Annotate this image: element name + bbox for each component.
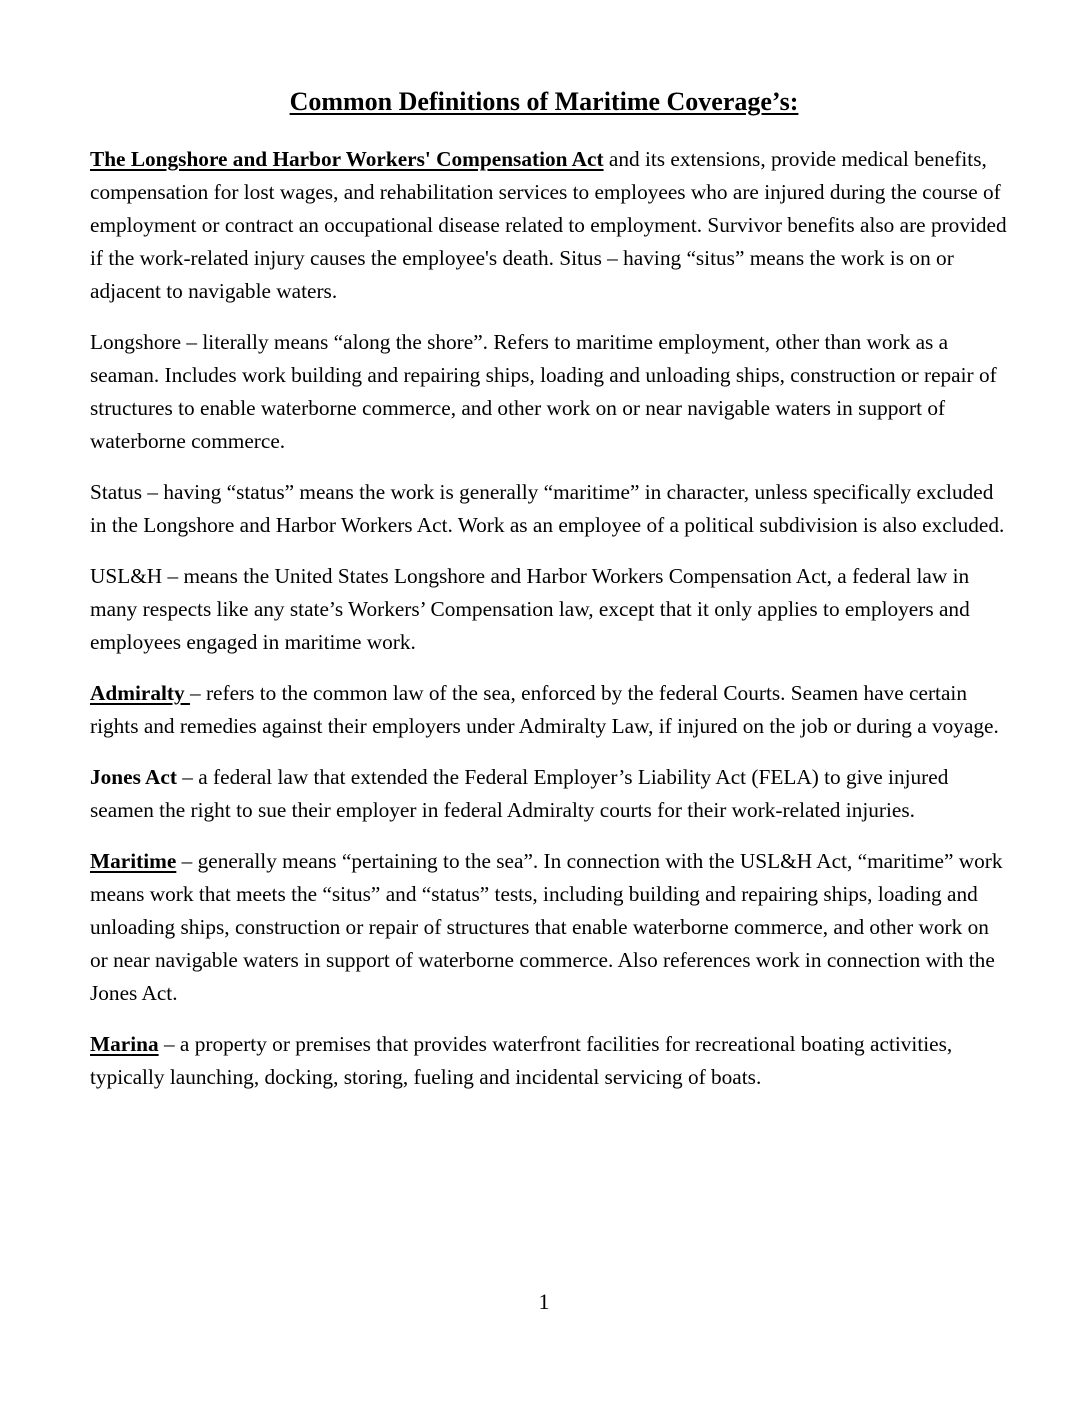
term-admiralty: Admiralty	[90, 681, 190, 705]
definition-admiralty: – refers to the common law of the sea, enforced by the federal Courts. Seamen have certain rights and remedies against their employers under Admiralty Law, if injured on the job or during a voyage.	[90, 681, 999, 738]
paragraph-jones-act	[90, 761, 1010, 827]
paragraph-maritime	[90, 845, 1010, 1010]
page-title: Common Definitions of Maritime Coverage’s:	[289, 87, 799, 116]
paragraph-admiralty	[90, 677, 1010, 743]
term-maritime: Maritime	[90, 849, 177, 873]
term-lhwca: The Longshore and Harbor Workers' Compensation Act	[90, 147, 604, 171]
definition-uslh: USL&H – means the United States Longshore and Harbor Workers Compensation Act, a federal law in many respects like any state’s Workers’ Compensation law, except that it only applies to employers and employees engaged in maritime work.	[90, 564, 970, 654]
definition-marina: – a property or premises that provides waterfront facilities for recreational boating activities, typically launching, docking, storing, fueling and incidental servicing of boats.	[90, 1032, 953, 1089]
definition-status: Status – having “status” means the work is generally “maritime” in character, unless specifically excluded in the Longshore and Harbor Workers Act. Work as an employee of a political subdivision is also excluded.	[90, 480, 1005, 537]
paragraph-lhwca	[90, 143, 1010, 308]
definition-maritime: – generally means “pertaining to the sea”. In connection with the USL&H Act, “maritime” work means work that meets the “situs” and “status” tests, including building and repairing ships, loading and unloading ships, construction or repair of structures that enable waterborne commerce, and other work on or near navigable waters in support of waterborne commerce. Also references work in connection with the Jones Act.	[90, 849, 1003, 1005]
paragraph-longshore	[90, 326, 1010, 458]
definition-jones-act: – a federal law that extended the Federal Employer’s Liability Act (FELA) to give injured seamen the right to sue their employer in federal Admiralty courts for their work-related injuries.	[90, 765, 949, 822]
paragraph-uslh	[90, 560, 1010, 659]
term-jones-act: Jones Act	[90, 765, 177, 789]
definition-longshore: Longshore – literally means “along the shore”. Refers to maritime employment, other than work as a seaman. Includes work building and repairing ships, loading and unloading ships, construction or repair of structures to enable waterborne commerce, and other work on or near navigable waters in support of waterborne commerce.	[90, 330, 997, 453]
document-body	[90, 143, 1010, 1112]
term-marina: Marina	[90, 1032, 159, 1056]
paragraph-marina	[90, 1028, 1010, 1094]
definition-lhwca: and its extensions, provide medical benefits, compensation for lost wages, and rehabilitation services to employees who are injured during the course of employment or contract an occupational disease related to employment. Survivor benefits also are provided if the work-related injury causes the employee's death. Situs – having “situs” means the work is on or adjacent to navigable waters.	[90, 147, 1007, 303]
page-number: 1	[538, 1289, 550, 1314]
paragraph-status	[90, 476, 1010, 542]
